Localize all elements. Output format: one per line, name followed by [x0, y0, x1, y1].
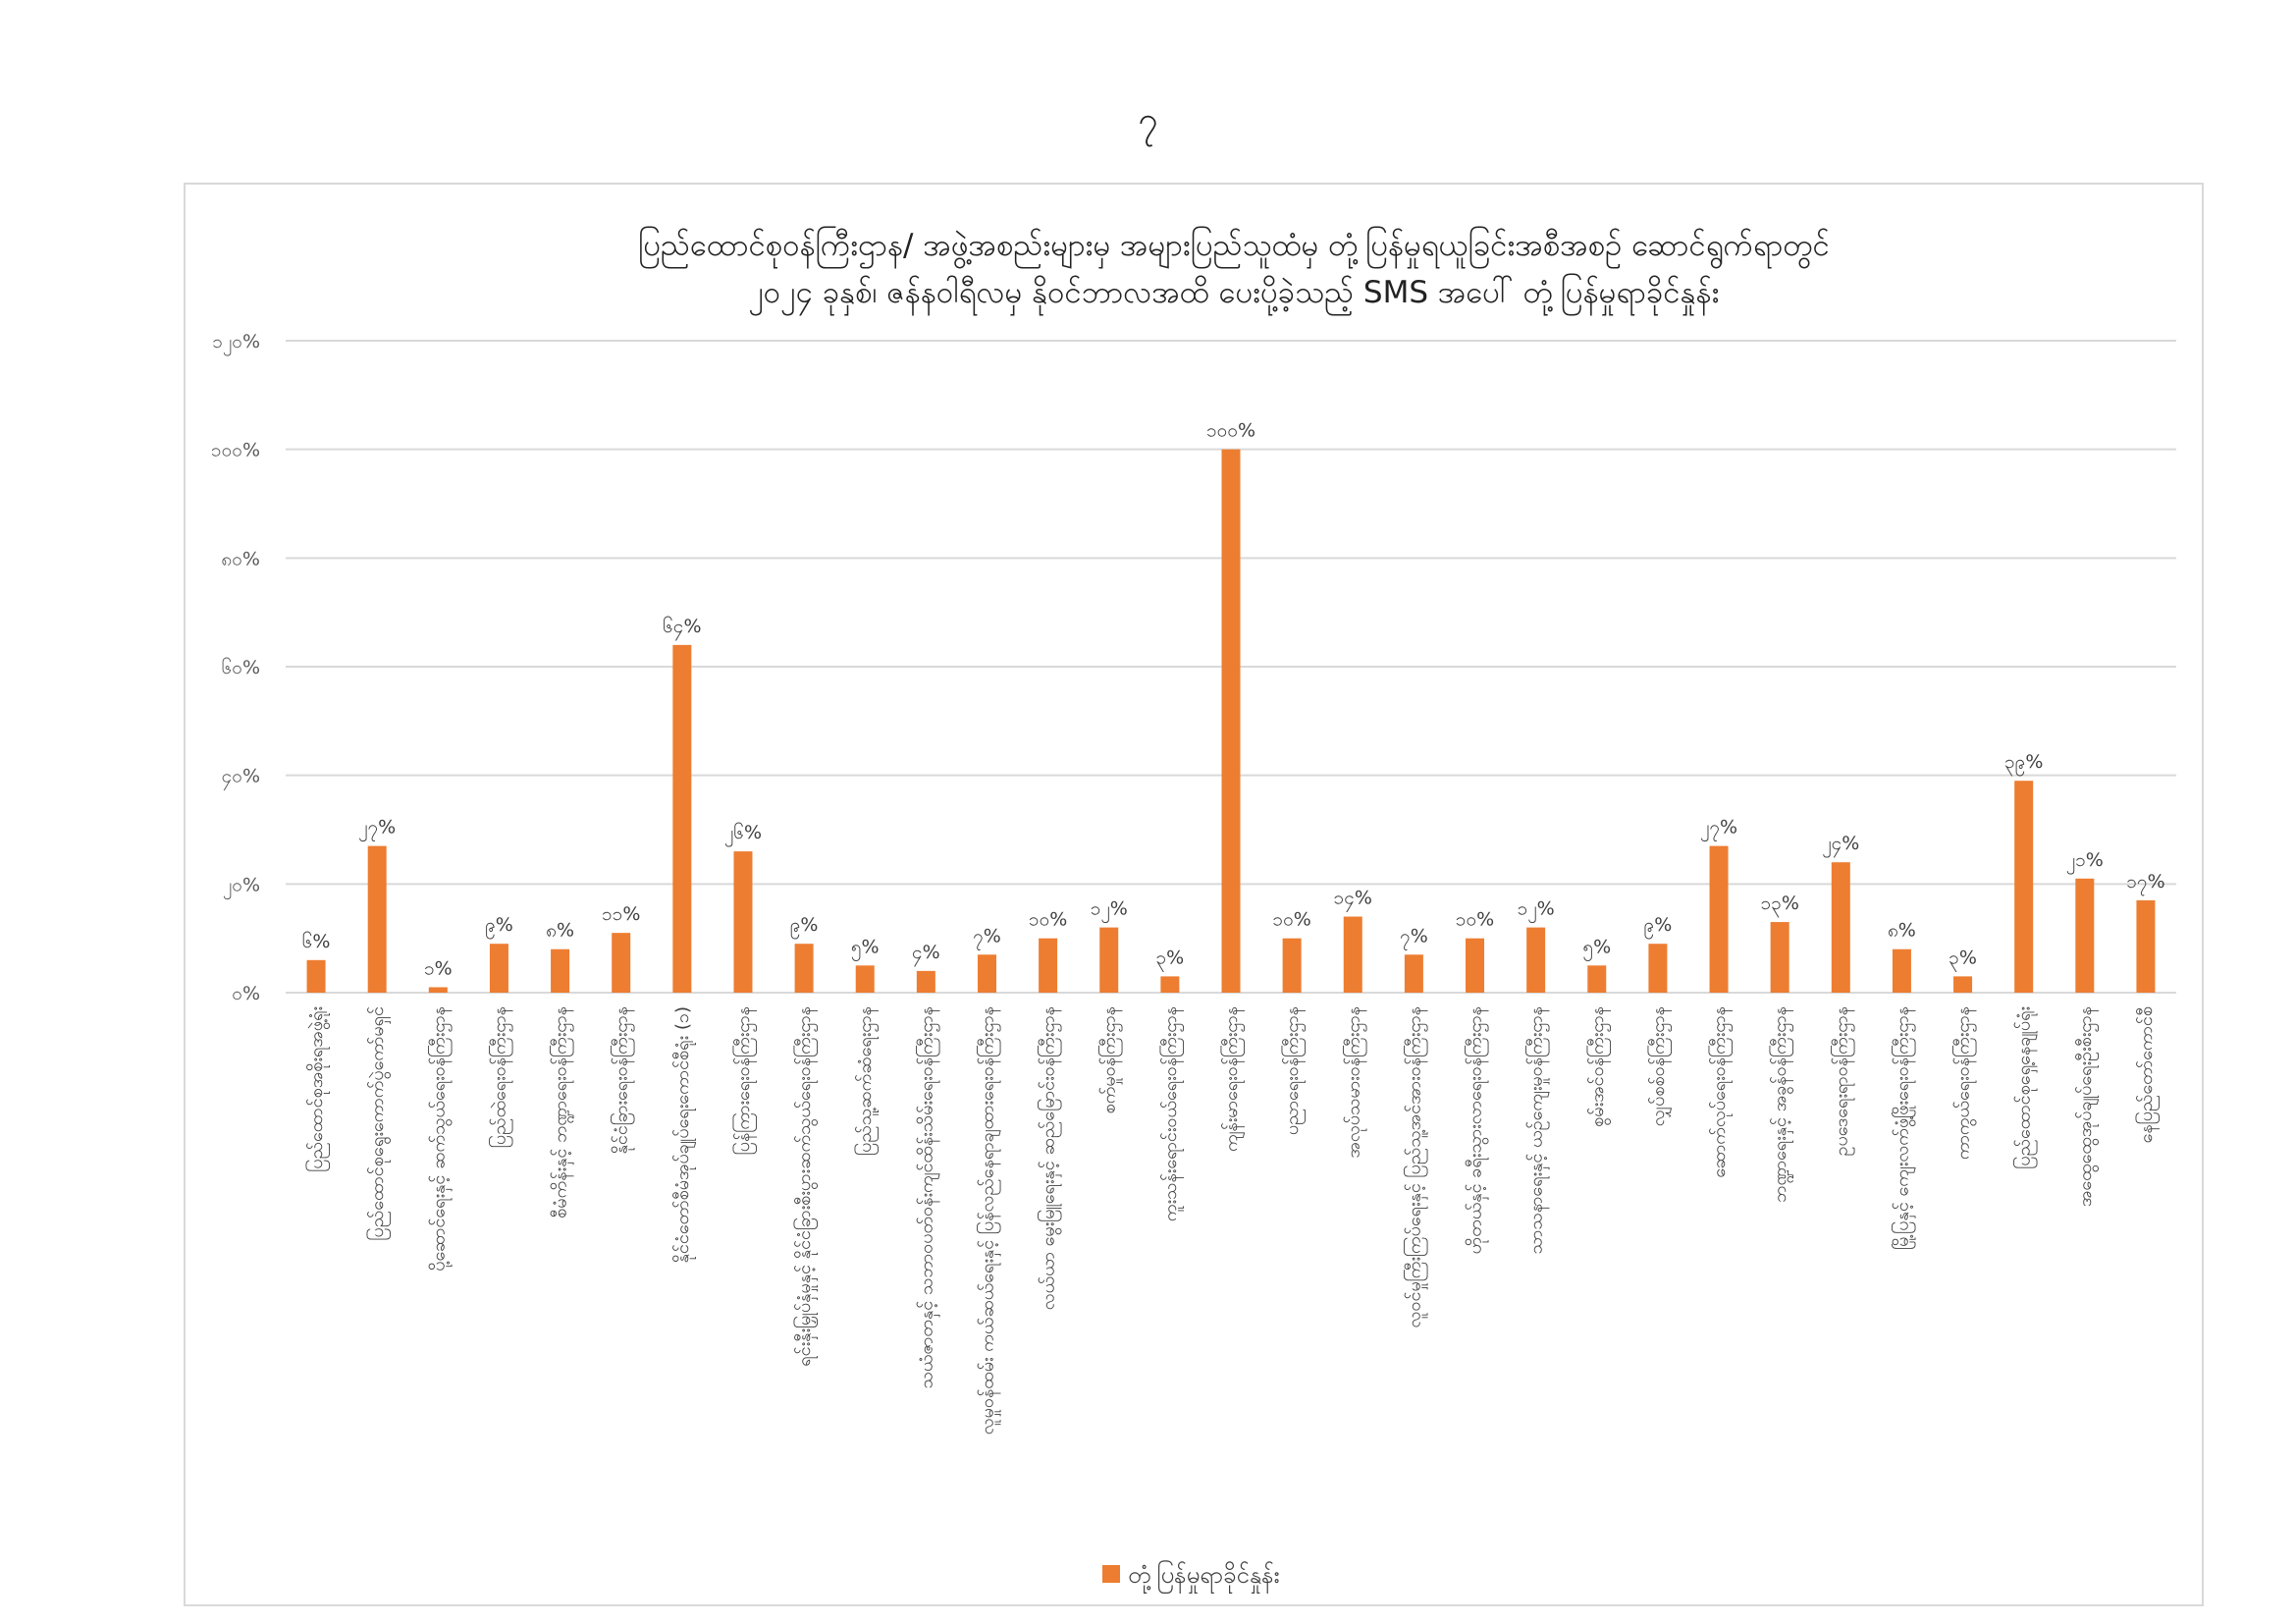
data-label: ၁၄%	[1333, 887, 1372, 909]
data-label: ၅%	[1582, 936, 1612, 958]
data-label: ၆၄%	[663, 615, 702, 637]
y-axis-ticks	[211, 331, 260, 1004]
bar	[1953, 976, 1972, 993]
legend	[1102, 1559, 1280, 1594]
bar	[1039, 939, 1057, 993]
bar	[672, 645, 691, 993]
y-tick-label: ၄၀%	[221, 765, 260, 787]
x-tick-label: စက်မှုဝန်ကြီးဌာန	[1098, 1006, 1120, 1114]
data-label: ၃%	[1949, 947, 1977, 969]
x-tick-label: လျှပ်စစ်ဝန်ကြီးဌာန	[1647, 1006, 1669, 1127]
x-tick-label: ပြည်ထဲရေးဝန်ကြီးဌာန	[489, 1006, 510, 1149]
x-tick-label: ကျန်းမာရေးဝန်ကြီးဌာန	[1221, 1006, 1242, 1153]
bar	[1648, 944, 1667, 993]
bar	[1099, 928, 1118, 993]
bar	[917, 971, 935, 993]
data-label: ၃၉%	[2003, 751, 2044, 774]
bar	[795, 944, 814, 993]
x-tick-label: အထွေထွေအုပ်ချုပ်ရေးဦးစီးဌာန	[2074, 1006, 2096, 1208]
legend-label: တုံ့ပြန်မှုရာခိုင်နှုန်း	[1128, 1561, 1280, 1589]
bar	[1771, 922, 1789, 993]
data-label: ၆%	[301, 930, 331, 952]
bar	[978, 954, 996, 993]
x-tick-label: စွမ်းအင်ဝန်ကြီးဌာန	[1586, 1006, 1608, 1127]
bar	[1344, 917, 1362, 993]
x-tick-label: ပညာရေးဝန်ကြီးဌာန	[1282, 1006, 1304, 1136]
y-tick-label: ၁၀၀%	[210, 439, 260, 461]
data-label: ၂၁%	[2065, 848, 2104, 871]
chart-title: ပြည်ထောင်စုဝန်ကြီးဌာန/ အဖွဲ့အစည်းများမှ အများပြည်သူထံမှ တုံ့ပြန်မှုရယူခြင်းအစီအစဉ် ဆောင်ရွက်ရာတွင်	[638, 228, 1830, 263]
x-tick-label: သာသနာရေးနှင့် ယဉ်ကျေးမှုဝန်ကြီးဌာန	[1525, 1006, 1547, 1255]
data-label: ၁၃%	[1760, 893, 1799, 915]
x-tick-label: နေပြည်တော်ကောင်စီ	[2135, 1006, 2157, 1144]
legend-swatch	[1102, 1565, 1120, 1583]
x-tick-label: လူဝင်မှုကြီးကြပ်ရေးနှင့် ပြည်သူ့အင်အားဝန်ကြီးဌာန	[1404, 1006, 1425, 1328]
x-tick-label: ပြည်ထောင်စုရှေ့နေချုပ်ရုံး	[2013, 1006, 2035, 1169]
data-label: ၂၇%	[1699, 816, 1738, 839]
bar	[307, 960, 326, 993]
x-tick-label: ဥပဒေရေးရာဝန်ကြီးဌာန	[1831, 1006, 1852, 1157]
data-label: ၁၂%	[1517, 897, 1555, 920]
bars	[307, 450, 2156, 993]
bar	[2075, 879, 2094, 993]
bar	[1587, 965, 1606, 993]
data-label: ၁၀%	[1455, 908, 1495, 931]
bar	[1832, 862, 1850, 993]
page-number: ၇	[1138, 100, 1158, 140]
bar-chart	[186, 185, 2206, 1608]
data-label: ၂၆%	[723, 822, 763, 844]
data-label: ၉%	[1643, 914, 1673, 937]
y-tick-label: ၈၀%	[221, 548, 260, 570]
data-label: ၃%	[1155, 947, 1185, 969]
bar	[733, 851, 752, 993]
bar	[490, 944, 508, 993]
data-label: ၁၀%	[1272, 908, 1311, 931]
bar	[1526, 928, 1545, 993]
chart-subtitle: ၂၀၂၄ ခုနှစ်၊ ဇန်နဝါရီလမှ နိုဝင်ဘာလအထိ ပေးပို့ခဲ့သည့် SMS အပေါ် တုံ့ပြန်မှုရာခိုင်နှုန်း	[748, 275, 1720, 310]
data-label: ၄%	[911, 941, 940, 963]
x-tick-label: ကာကွယ်ရေးဝန်ကြီးဌာန	[1952, 1006, 1974, 1161]
bar	[1466, 939, 1484, 993]
x-tick-label: ဘဏ္ဍာရေးနှင့် အခွန်ဝန်ကြီးဌာန	[1770, 1006, 1791, 1203]
bar	[2136, 900, 2155, 993]
data-label: ၈%	[1887, 919, 1916, 942]
x-tick-label: မြို့ပြနှင့် ကျေးလက်ဖွံ့ဖြိုးရေးဝန်ကြီးဌာန	[1892, 1006, 1913, 1250]
data-label: ၁%	[423, 957, 453, 980]
data-label: ၁၇%	[2126, 870, 2165, 893]
bar	[2014, 781, 2033, 993]
bar	[612, 933, 630, 993]
data-label: ၇%	[1400, 925, 1428, 947]
bar	[368, 846, 387, 993]
x-tick-label: လယ်ယာ မွေးမြူရေးနှင့် ဆည်မြောင်းဝန်ကြီးဌာန	[1038, 1006, 1059, 1311]
data-label: ၅%	[850, 936, 880, 958]
y-tick-label: ၆၀%	[221, 657, 260, 678]
data-label: ၁၁%	[601, 903, 641, 926]
data-label: ၂၄%	[1822, 833, 1860, 855]
x-tick-label: နိုင်ငံတော်စီမံအုပ်ချုပ်ရေးကောင်စီရုံး (၁)	[671, 1006, 693, 1264]
x-axis-labels	[305, 1006, 2160, 1435]
data-label: ၁၀%	[1028, 908, 1068, 931]
data-label: ၁၂%	[1090, 897, 1128, 920]
bar	[1222, 450, 1241, 993]
data-label: ၇%	[973, 925, 1001, 947]
data-label: ၂၇%	[358, 816, 397, 839]
x-tick-label: သယံဇာတနှင့် သဘာဝပတ်ဝန်းကျင်ထိန်းသိမ်းရေးဝန်ကြီးဌာန	[916, 1006, 937, 1389]
x-tick-label: လူမှုဝန်ထမ်း ကယ်ဆယ်ရေးနှင့် ပြန်လည်နေရာချထားရေးဝန်ကြီးဌာန	[977, 1006, 998, 1435]
x-tick-label: ကူးသန်းရောင်းဝယ်ရေးဝန်ကြီးဌာန	[1159, 1006, 1181, 1222]
bar	[429, 987, 448, 993]
bar	[1893, 949, 1911, 993]
y-tick-label: ၁၂၀%	[212, 331, 260, 352]
chart-frame	[184, 183, 2204, 1606]
x-tick-label: ပြည်ထောင်စုအစိုးရအဖွဲ့ရုံး	[306, 1006, 328, 1172]
bar	[1283, 939, 1302, 993]
bar	[1405, 954, 1423, 993]
bar	[856, 965, 875, 993]
data-label: ၉%	[485, 914, 513, 937]
data-label: ၁၀၀%	[1205, 419, 1256, 442]
data-label: ၉%	[789, 914, 819, 937]
x-tick-label: ပြန်ကြားရေးဝန်ကြီးဌာန	[732, 1006, 754, 1156]
x-tick-label: ပြည်ထောင်စုရွေးကောက်ပွဲကော်မရှင်	[367, 1006, 389, 1241]
y-tick-label: ၂၀%	[222, 874, 260, 896]
x-tick-label: ရင်းနှီးမြှုပ်နှံမှုနှင့် နိုင်ငံခြားစီးပွားဆက်သွယ်ရေးဝန်ကြီးဌာန	[794, 1006, 816, 1367]
bar	[1710, 846, 1729, 993]
x-tick-label: ဟိုတယ်နှင့် ခရီးသွားလာရေးဝန်ကြီးဌာန	[1465, 1006, 1486, 1255]
x-tick-label: ဆောက်လုပ်ရေးဝန်ကြီးဌာန	[1709, 1006, 1731, 1178]
x-tick-label: စီမံကိန်းနှင့် ဘဏ္ဍာရေးဝန်ကြီးဌာန	[550, 1006, 571, 1218]
data-label: ၈%	[546, 919, 575, 942]
x-tick-label: ပြည်သူ့ဆက်ဆံရေးဌာန	[855, 1006, 877, 1156]
bar	[551, 949, 569, 993]
x-tick-label: ပို့ဆောင်ရေးနှင့် ဆက်သွယ်ရေးဝန်ကြီးဌာန	[428, 1006, 450, 1272]
x-tick-label: အလုပ်သမားဝန်ကြီးဌာန	[1343, 1006, 1364, 1159]
y-tick-label: ၀%	[232, 983, 260, 1004]
x-tick-label: နိုင်ငံခြားရေးဝန်ကြီးဌာန	[611, 1006, 632, 1155]
bar	[1160, 976, 1179, 993]
